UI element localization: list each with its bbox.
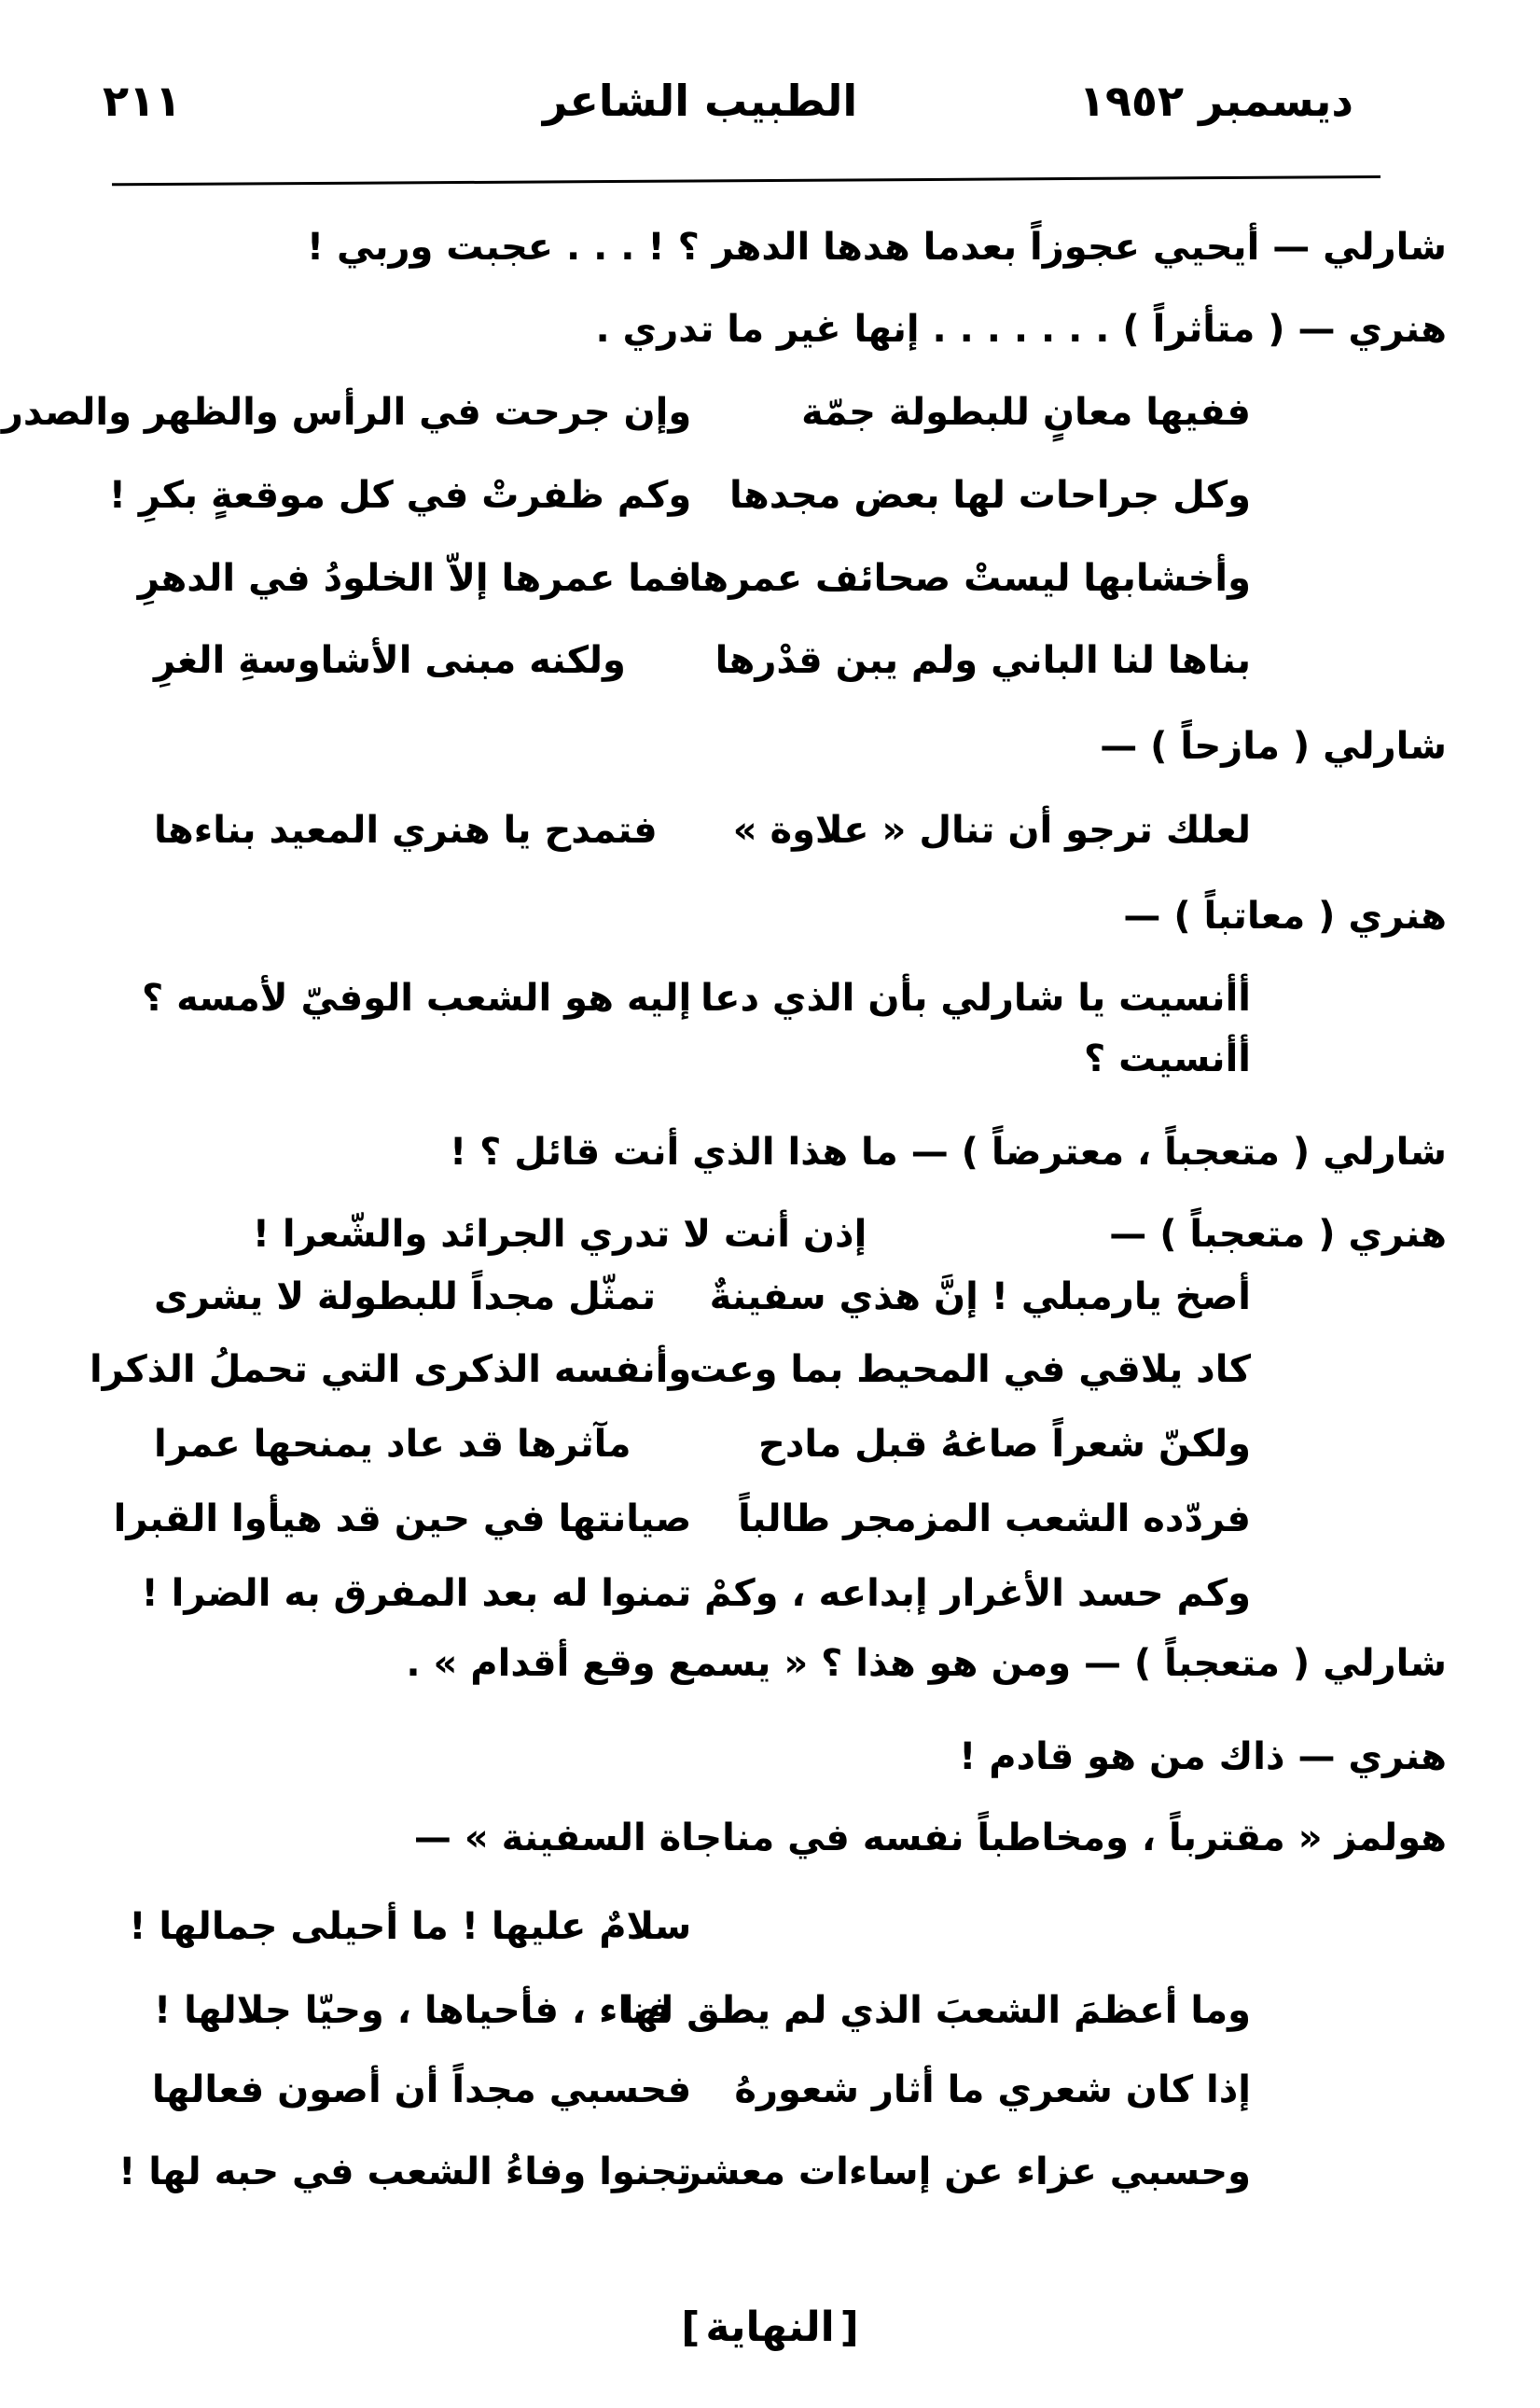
verse-second-hemistich: فما عمرها إلاّ الخلودُ في الدهرِ <box>137 557 692 600</box>
bracket-open: [ <box>839 2304 859 2351</box>
stage-direction: شارلي ( مازحاً ) — <box>1100 725 1447 768</box>
header-title: الطبيب الشاعر <box>542 76 858 126</box>
bracket-close: ] <box>681 2304 701 2351</box>
verse-line <box>113 1491 1251 1547</box>
verse-line <box>137 550 1251 606</box>
dialogue-line: شارلي — أيحيي عجوزاً بعدما هدها الدهر ؟ ! . . . عجبت وربي ! <box>306 226 1447 269</box>
verse-line <box>118 2144 1251 2200</box>
verse-line <box>108 467 1251 523</box>
verse-second-hemistich: تجنوا وفاءُ الشعب في حبه لها ! <box>118 2150 692 2193</box>
verse-second-hemistich: مآثرها قد عاد يمنحها عمرا <box>154 1423 631 1466</box>
verse-second-hemistich: فتمدح يا هنري المعيد بناءها <box>154 809 658 852</box>
verse-line <box>154 1983 1251 2039</box>
verse-second-hemistich: فناء ، فأحياها ، وحيّا جلالها ! <box>154 1989 672 2032</box>
end-mark <box>0 2300 1540 2356</box>
verse-line <box>154 802 1251 858</box>
verse-second-hemistich: وإن جرحت في الرأس والظهر والصدر <box>1 391 692 434</box>
verse-line <box>154 633 1251 689</box>
verse-first-hemistich: لعلك ترجو أن تنال « علاوة » <box>732 809 1251 852</box>
verse-first-hemistich: وحسبي عزاء عن إساءات معشر <box>680 2150 1251 2193</box>
verse-line <box>129 1899 1251 1955</box>
verse-first-hemistich: أصخ يارمبلي ! إنَّ هذي سفينةٌ <box>709 1275 1251 1318</box>
verse-first-hemistich: إذا كان شعري ما أثار شعورهُ <box>734 2068 1251 2111</box>
verse-first-hemistich: وكم حسد الأغرار إبداعه ، وكمْ <box>703 1572 1251 1615</box>
stage-direction: هولمز « مقترباً ، ومخاطباً نفسه في مناجاة السفينة » — <box>413 1816 1447 1859</box>
header-rule <box>112 175 1380 186</box>
header-date: ديسمبر ١٩٥٢ <box>1078 76 1353 126</box>
verse-first-hemistich: كاد يلاقي في المحيط بما وعت <box>688 1348 1251 1391</box>
verse-first-hemistich: ففيها معانٍ للبطولة جمّة <box>801 391 1251 434</box>
verse-first-hemistich: أأنسيت يا شارلي بأن الذي دعا <box>701 977 1251 1020</box>
page-number: ٢١١ <box>103 76 182 126</box>
verse-second-hemistich: إذن أنت لا تدري الجرائد والشّعرا ! <box>252 1213 867 1256</box>
verse-first-hemistich-empty <box>714 1899 1251 1955</box>
dialogue-line <box>154 1206 1447 1262</box>
dialogue-line: شارلي ( متعجباً ) — ومن هو هذا ؟ « يسمع وقع أقدام » . <box>406 1642 1447 1685</box>
verse-second-hemistich: تمثّل مجداً للبطولة لا يشرى <box>154 1275 657 1318</box>
verse-second-hemistich: وأنفسه الذكرى التي تحملُ الذكرا <box>89 1348 692 1391</box>
verse-line <box>154 1269 1251 1325</box>
verse-first-hemistich: بناها لنا الباني ولم يبن قدْرها <box>715 639 1251 682</box>
verse-second-hemistich: وكم ظفرتْ في كل موقعةٍ بكرِ ! <box>108 474 692 517</box>
verse-second-hemistich: إليه هو الشعب الوفيّ لأمسه ؟ <box>141 977 692 1020</box>
verse-first-hemistich: وأخشابها ليستْ صحائف عمرها <box>688 557 1251 600</box>
verse-second-hemistich: فحسبي مجداً أن أصون فعالها <box>151 2068 692 2111</box>
verse-line <box>154 1416 1251 1472</box>
dialogue-line: هنري — ( متأثراً ) . . . . . . . إنها غير ما تدري . <box>595 308 1447 351</box>
verse-line <box>89 1342 1251 1398</box>
verse-second-hemistich: تمنوا له بعد المفرق به الضرا ! <box>141 1572 692 1615</box>
verse-first-hemistich: وما أعظمَ الشعبَ الذي لم يطق لها <box>620 1989 1251 2032</box>
dialogue-line: هنري — ذاك من هو قادم ! <box>959 1735 1447 1778</box>
verse-line <box>141 970 1251 1026</box>
verse-second-hemistich: صيانتها في حين قد هيأوا القبرا <box>113 1497 692 1540</box>
verse-first-hemistich: ولكنّ شعراً صاغهُ قبل مادح <box>758 1423 1251 1466</box>
verse-second-hemistich: ولكنه مبنى الأشاوسةِ الغرِ <box>154 639 626 682</box>
speaker-cue: هنري ( متعجباً ) — <box>1109 1213 1447 1256</box>
verse-first-hemistich: فردّده الشعب المزمجر طالباً <box>738 1497 1251 1540</box>
verse-second-hemistich: سلامٌ عليها ! ما أحيلى جمالها ! <box>129 1905 692 1948</box>
verse-first-hemistich: وكل جراحات لها بعض مجدها <box>728 474 1251 517</box>
dialogue-line: شارلي ( متعجباً ، معترضاً ) — ما هذا الذي أنت قائل ؟ ! <box>449 1131 1447 1174</box>
verse-line <box>1 384 1251 440</box>
end-label: النهاية <box>705 2304 835 2351</box>
stage-direction: هنري ( معاتباً ) — <box>1123 895 1447 938</box>
verse-line <box>151 2062 1251 2118</box>
verse-fragment: أأنسيت ؟ <box>1084 1037 1251 1080</box>
verse-line <box>141 1566 1251 1622</box>
